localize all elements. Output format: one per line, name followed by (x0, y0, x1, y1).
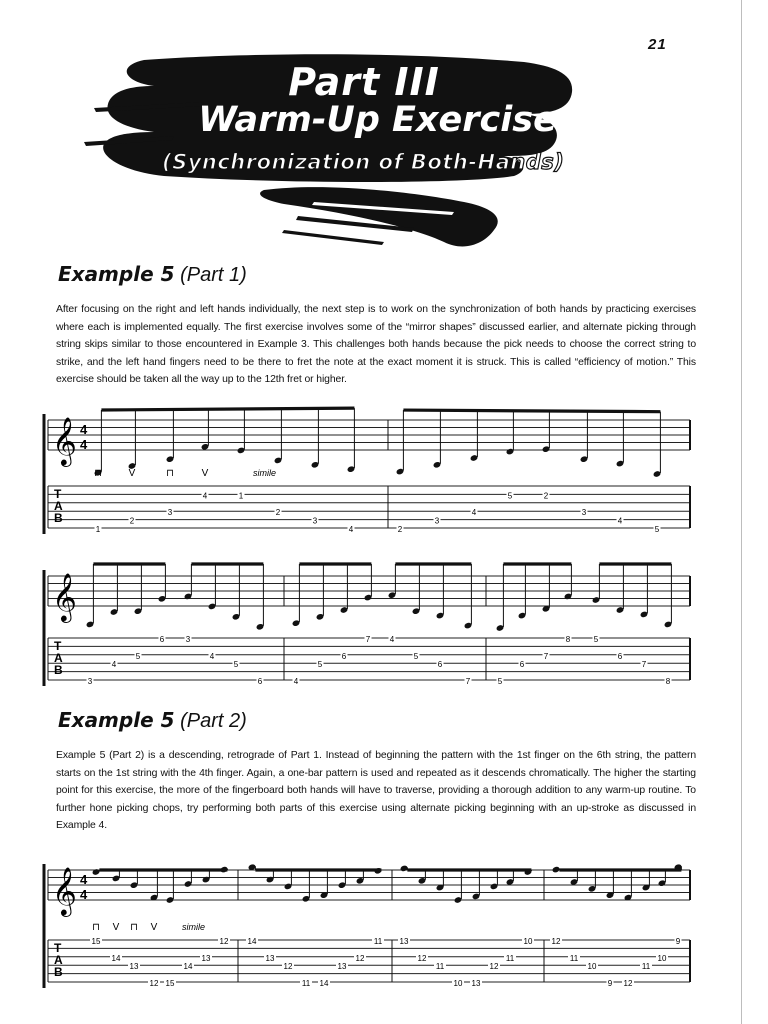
tab-fret-number: 14 (183, 962, 193, 972)
tab-fret-number: 13 (265, 953, 275, 963)
tab-fret-number: 7 (465, 677, 471, 686)
tab-fret-number: 9 (675, 937, 681, 946)
example-heading-part: (Part 1) (180, 264, 247, 286)
tab-fret-number: 5 (507, 491, 513, 501)
pick-stroke-symbol: ⊓ (130, 922, 138, 933)
pick-stroke-symbol: ⊓ (166, 468, 174, 479)
tab-fret-number: 5 (135, 651, 141, 661)
tab-clef-letter: B (54, 511, 63, 525)
tab-fret-number: 4 (389, 635, 395, 644)
section-subtitle: (Synchronization of Both-Hands) (162, 150, 565, 174)
tab-fret-number: 2 (543, 491, 549, 501)
tab-fret-number: 6 (159, 635, 165, 644)
tab-fret-number: 12 (283, 962, 293, 972)
tab-fret-number: 5 (413, 651, 419, 661)
tab-fret-number: 13 (337, 962, 347, 972)
treble-clef: 𝄞 (52, 867, 77, 914)
tab-fret-number: 3 (167, 508, 173, 518)
tab-clef-letter: B (54, 965, 63, 979)
time-signature-bottom: 4 (80, 437, 88, 452)
notation-system-3 (40, 842, 700, 1002)
tab-fret-number: 6 (437, 660, 443, 670)
tab-fret-number: 6 (617, 651, 623, 661)
part-title: Part III (288, 60, 440, 104)
example-part-2-paragraph: Example 5 (Part 2) is a descending, retrograde of Part 1. Instead of beginning the pattern with the 1st finger on the 6th string, the pattern starts on the 1st string with the 4th finger. Again, a one-bar pattern is used and repeated as it descends chromatically. The higher the starting point for this exercise, the more of the fingerboard both hands will have to traverse, providing a thorough addition to any warm-up routine. To further hone picking chops, try performing both parts of this exercise using alternate picking beginning with an up-stroke as discussed in Example 4. (56, 750, 696, 832)
pick-stroke-symbol: V (128, 468, 136, 479)
example-part-1-paragraph: After focusing on the right and left hands individually, the next step is to work on the synchronization of both hands by practicing exercises where each is implemented equally. The first exercise involves some of the “mirror shapes” discussed earlier, and alternate picking through string skips similar to those encountered in Example 3. This challenges both hands because the pick needs to choose the correct string to strike, and the left hand fingers need to be there to fret the note at the exact moment it is struck. This is called “efficiency of motion.” This exercise should be taken all the way up to the 12th fret or higher. (56, 304, 696, 386)
tab-fret-number: 14 (319, 979, 329, 988)
tab-fret-number: 3 (434, 516, 440, 526)
tab-fret-number: 5 (654, 525, 660, 534)
tab-fret-number: 12 (417, 953, 427, 963)
tab-fret-number: 11 (435, 962, 445, 972)
tab-fret-number: 3 (312, 516, 318, 526)
tab-fret-number: 5 (233, 660, 239, 670)
tab-fret-number: 1 (238, 491, 244, 501)
tab-fret-number: 15 (91, 937, 101, 946)
tab-fret-number: 5 (497, 677, 503, 686)
tab-fret-number: 10 (453, 979, 463, 988)
tab-fret-number: 10 (587, 962, 597, 972)
pick-stroke-symbol: V (112, 922, 120, 933)
simile-marking: simile (182, 922, 206, 932)
tab-fret-number: 14 (247, 937, 257, 946)
example-heading-part-2 (58, 708, 247, 733)
tab-fret-number: 10 (523, 937, 533, 946)
tab-fret-number: 12 (149, 979, 159, 988)
example-heading-part: (Part 2) (180, 710, 247, 732)
tab-fret-number: 4 (348, 525, 354, 534)
tab-fret-number: 12 (489, 962, 499, 972)
example-heading-bold: Example 5 (58, 262, 175, 286)
tab-fret-number: 4 (209, 651, 215, 661)
tab-fret-number: 12 (551, 937, 561, 946)
section-title: Warm-Up Exercises (198, 100, 578, 140)
tab-fret-number: 2 (397, 525, 403, 534)
tab-fret-number: 13 (201, 953, 211, 963)
tab-fret-number: 12 (355, 953, 365, 963)
pick-stroke-symbol: V (150, 922, 158, 933)
treble-clef: 𝄞 (52, 417, 77, 464)
tab-fret-number: 7 (641, 660, 647, 670)
tab-clef-letter: T (54, 487, 62, 501)
tab-fret-number: 6 (257, 677, 263, 686)
time-signature-bottom: 4 (80, 887, 88, 902)
tab-fret-number: 3 (581, 508, 587, 518)
tab-clef-letter: B (54, 663, 63, 677)
note-beam (101, 408, 354, 410)
tab-fret-number: 3 (87, 677, 93, 686)
example-heading-bold: Example 5 (58, 708, 175, 732)
time-signature-top: 4 (80, 872, 88, 887)
tab-fret-number: 11 (373, 937, 383, 946)
tab-fret-number: 14 (111, 953, 121, 963)
tab-fret-number: 4 (293, 677, 299, 686)
tab-fret-number: 2 (275, 508, 281, 518)
tab-fret-number: 8 (665, 677, 671, 686)
tab-fret-number: 4 (617, 516, 623, 526)
tab-fret-number: 11 (569, 953, 579, 963)
tab-fret-number: 9 (607, 979, 613, 988)
tab-fret-number: 4 (471, 508, 477, 518)
tab-clef-letter: A (54, 499, 63, 513)
tab-fret-number: 13 (129, 962, 139, 972)
pick-stroke-symbol: ⊓ (94, 468, 102, 479)
tab-fret-number: 7 (543, 651, 549, 661)
note-beam (403, 410, 660, 412)
tab-fret-number: 6 (341, 651, 347, 661)
tab-fret-number: 13 (399, 937, 409, 946)
time-signature-top: 4 (80, 422, 88, 437)
simile-marking: simile (253, 468, 277, 478)
tab-fret-number: 4 (111, 660, 117, 670)
tab-clef-letter: T (54, 941, 62, 955)
pick-stroke-symbol: ⊓ (92, 922, 100, 933)
tab-fret-number: 11 (641, 962, 651, 972)
tab-fret-number: 6 (519, 660, 525, 670)
tab-fret-number: 11 (301, 979, 311, 988)
tab-fret-number: 11 (505, 953, 515, 963)
part-title-banner (84, 52, 604, 262)
example-heading-part-1 (58, 262, 247, 287)
treble-clef: 𝄞 (52, 573, 77, 620)
tab-fret-number: 4 (202, 491, 208, 501)
note-head (92, 868, 101, 876)
tab-fret-number: 8 (565, 635, 571, 644)
notation-system-1 (40, 402, 700, 552)
tab-fret-number: 3 (185, 635, 191, 644)
page-number: 21 (648, 36, 667, 53)
tab-clef-letter: T (54, 639, 62, 653)
tab-fret-number: 5 (317, 660, 323, 670)
tab-fret-number: 13 (471, 979, 481, 988)
tab-clef-letter: A (54, 953, 63, 967)
tab-fret-number: 12 (219, 937, 229, 946)
tab-fret-number: 5 (593, 635, 599, 644)
tab-fret-number: 12 (623, 979, 633, 988)
tab-fret-number: 15 (165, 979, 175, 988)
pick-stroke-symbol: V (201, 468, 209, 479)
tab-fret-number: 7 (365, 635, 371, 644)
tab-fret-number: 1 (95, 525, 101, 534)
tab-fret-number: 10 (657, 953, 667, 963)
notation-system-2 (40, 560, 700, 700)
tab-clef-letter: A (54, 651, 63, 665)
tab-fret-number: 2 (129, 516, 135, 526)
page-edge-line (741, 0, 742, 1024)
